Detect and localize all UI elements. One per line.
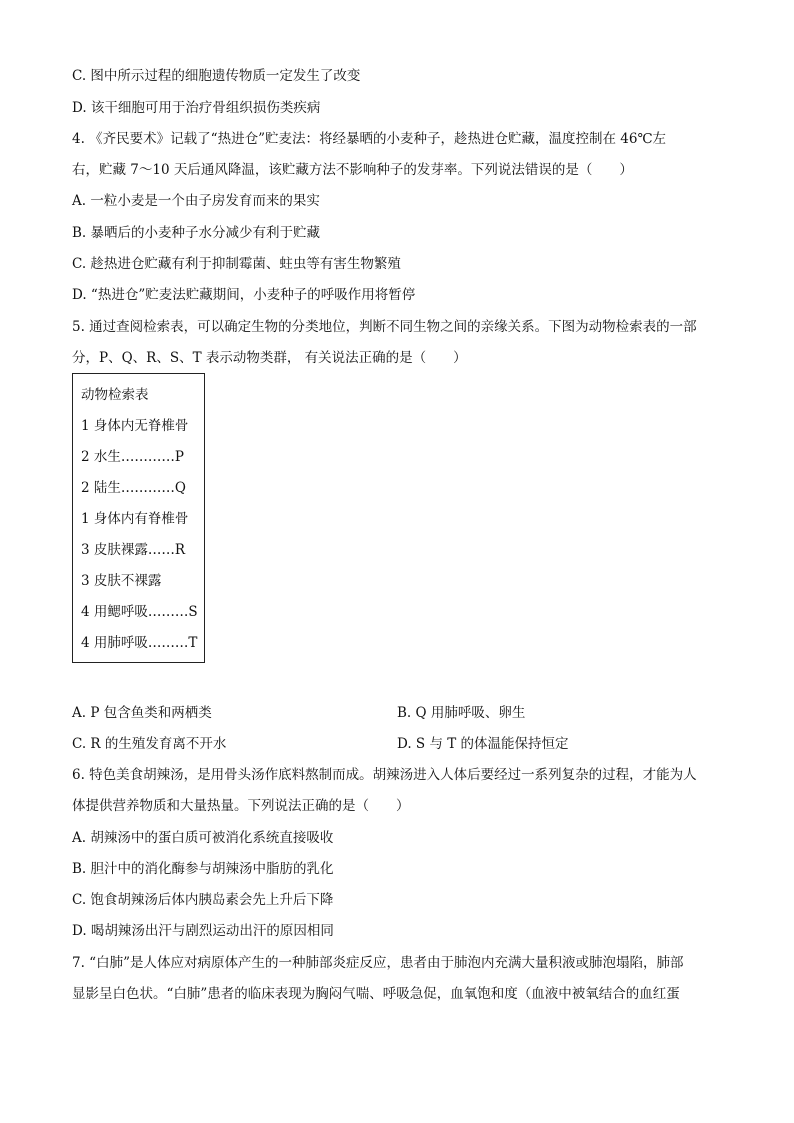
q6-stem-line2: 体提供营养物质和大量热量。下列说法正确的是（ ） (72, 798, 410, 814)
q5-option-c: C. R 的生殖发育离不开水 (72, 736, 227, 752)
key-row: 1 身体内无脊椎骨 (81, 418, 189, 434)
q7-stem-line1: 7. “白肺”是人体应对病原体产生的一种肺部炎症反应，患者由于肺泡内充满大量积液或肺泡塌陷，肺部 (72, 955, 684, 971)
q4-option-a: A. 一粒小麦是一个由子房发育而来的果实 (72, 193, 320, 209)
key-title: 动物检索表 (81, 387, 149, 403)
q3-option-c: C. 图中所示过程的细胞遗传物质一定发生了改变 (72, 68, 361, 84)
q6-option-c: C. 饱食胡辣汤后体内胰岛素会先上升后下降 (72, 892, 334, 908)
q6-option-d: D. 喝胡辣汤出汗与剧烈运动出汗的原因相同 (72, 923, 334, 939)
key-row: 2 水生…………P (81, 449, 184, 465)
q5-option-a: A. P 包含鱼类和两栖类 (72, 705, 212, 721)
key-row: 4 用鳃呼吸………S (81, 604, 198, 620)
key-row: 3 皮肤不裸露 (81, 573, 162, 589)
key-row: 1 身体内有脊椎骨 (81, 511, 189, 527)
q5-stem-line2: 分，P、Q、R、S、T 表示动物类群， 有关说法正确的是（ ） (72, 350, 467, 366)
key-row: 4 用肺呼吸………T (81, 635, 198, 651)
key-row: 2 陆生…………Q (81, 480, 186, 496)
q5-option-b: B. Q 用肺呼吸、卵生 (397, 705, 526, 721)
q4-option-d: D. “热进仓”贮麦法贮藏期间，小麦种子的呼吸作用将暂停 (72, 287, 416, 303)
q4-option-b: B. 暴晒后的小麦种子水分减少有利于贮藏 (72, 225, 321, 241)
q6-stem-line1: 6. 特色美食胡辣汤，是用骨头汤作底料熬制而成。胡辣汤进入人体后要经过一系列复杂的过程，才能为人 (72, 767, 697, 783)
q4-stem-line1: 4. 《齐民要术》记载了“热进仓”贮麦法：将经暴晒的小麦种子，趁热进仓贮藏，温度控制在 46℃左 (72, 131, 667, 147)
q7-stem-line2: 显影呈白色状。“白肺”患者的临床表现为胸闷气喘、呼吸急促，血氧饱和度（血液中被氧结合的血红蛋 (72, 986, 680, 1002)
q6-option-b: B. 胆汁中的消化酶参与胡辣汤中脂肪的乳化 (72, 861, 334, 877)
q4-stem-line2: 右，贮藏 7～10 天后通风降温，该贮藏方法不影响种子的发芽率。下列说法错误的是（ ） (72, 162, 633, 178)
animal-key-table (72, 373, 205, 663)
q5-option-d: D. S 与 T 的体温能保持恒定 (397, 736, 569, 752)
key-row: 3 皮肤裸露……R (81, 542, 186, 558)
q4-option-c: C. 趁热进仓贮藏有利于抑制霉菌、蛀虫等有害生物繁殖 (72, 256, 401, 272)
q6-option-a: A. 胡辣汤中的蛋白质可被消化系统直接吸收 (72, 830, 334, 846)
q3-option-d: D. 该干细胞可用于治疗骨组织损伤类疾病 (72, 100, 321, 116)
q5-stem-line1: 5. 通过查阅检索表，可以确定生物的分类地位，判断不同生物之间的亲缘关系。下图为动物检索表的一部 (72, 319, 697, 335)
